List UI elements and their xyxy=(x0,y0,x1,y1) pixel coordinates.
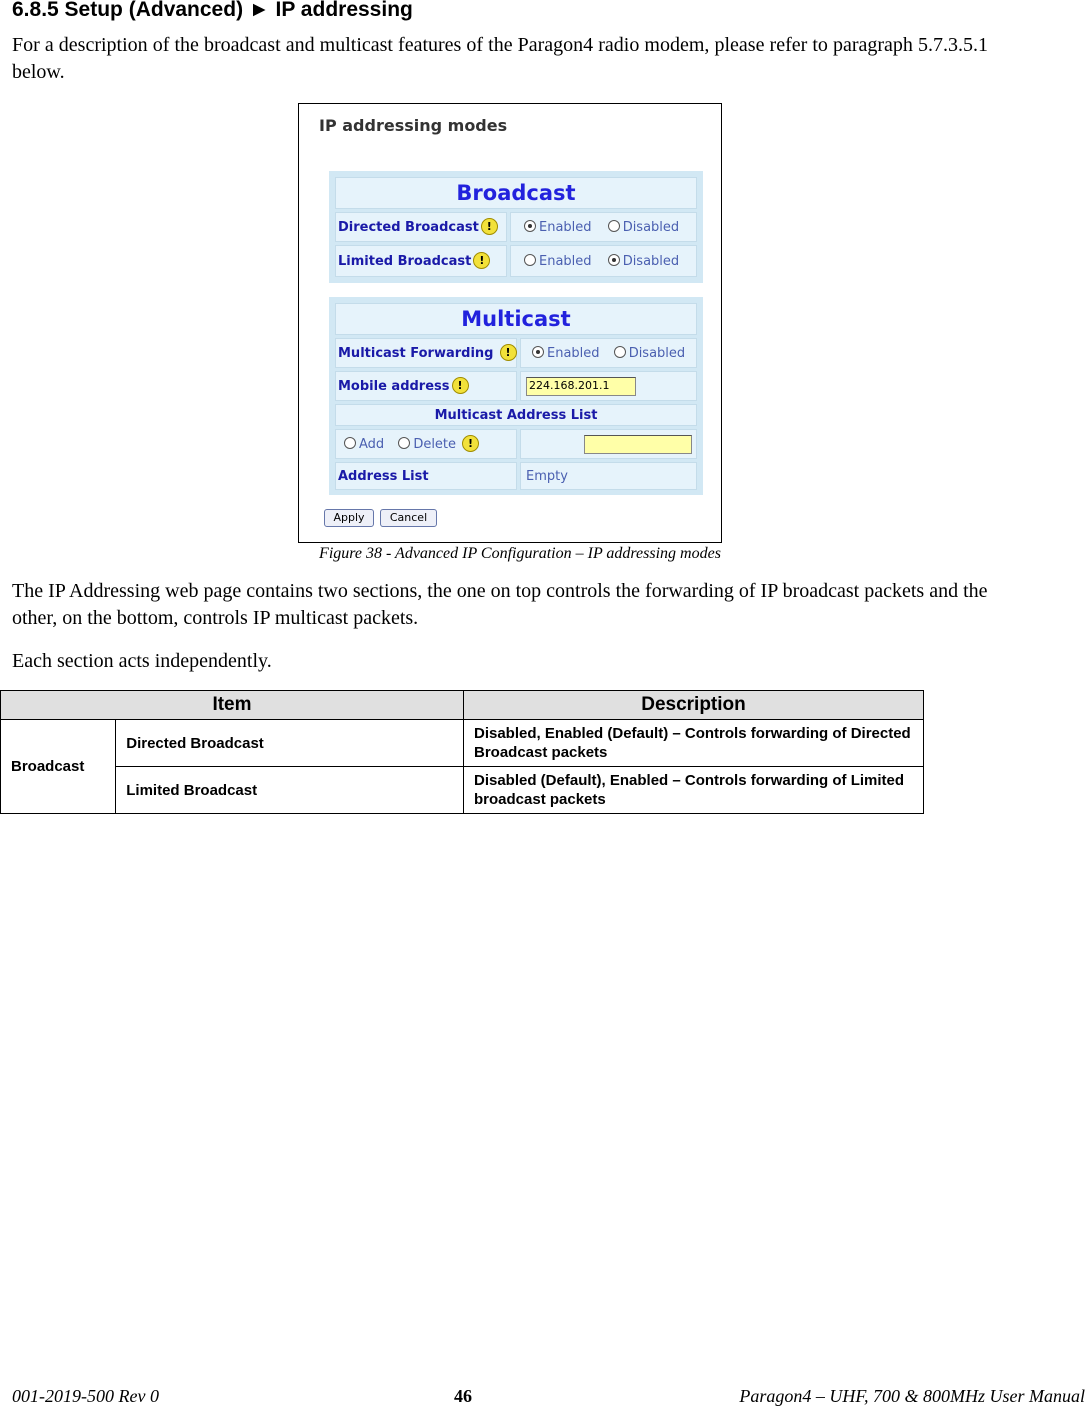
warning-icon[interactable]: ! xyxy=(473,252,490,269)
address-entry-cell xyxy=(520,429,697,459)
directed-broadcast-label: Directed Broadcast ! xyxy=(335,212,507,242)
broadcast-header: Broadcast xyxy=(335,177,697,209)
item-cell: Limited Broadcast xyxy=(116,767,464,814)
description-cell: Disabled (Default), Enabled – Controls forwarding of Limited broadcast packets xyxy=(464,767,924,814)
limited-enabled-radio[interactable]: Enabled xyxy=(524,254,592,269)
footer-manual-title: Paragon4 – UHF, 700 & 800MHz User Manual xyxy=(739,1386,1085,1406)
column-header-item: Item xyxy=(1,691,464,720)
radio-icon xyxy=(614,346,626,358)
warning-icon[interactable]: ! xyxy=(462,435,479,452)
table-header-row xyxy=(1,691,924,720)
description-cell: Disabled, Enabled (Default) – Controls forwarding of Directed Broadcast packets xyxy=(464,720,924,767)
directed-disabled-radio[interactable]: Disabled xyxy=(608,220,679,235)
apply-button[interactable]: Apply xyxy=(324,509,374,527)
warning-icon[interactable]: ! xyxy=(500,344,517,361)
multicast-enabled-radio[interactable]: Enabled xyxy=(532,346,600,361)
radio-icon xyxy=(524,254,536,266)
figure-caption: Figure 38 - Advanced IP Configuration – IP addressing modes xyxy=(319,545,721,562)
multicast-disabled-radio[interactable]: Disabled xyxy=(614,346,685,361)
limited-broadcast-options xyxy=(510,245,697,277)
description-table xyxy=(0,690,924,814)
directed-enabled-radio[interactable]: Enabled xyxy=(524,220,592,235)
mobile-address-label: Mobile address ! xyxy=(335,371,517,401)
table-row xyxy=(1,720,924,767)
ip-addressing-screenshot xyxy=(298,103,722,543)
limited-disabled-radio[interactable]: Disabled xyxy=(608,254,679,269)
section-heading: 6.8.5 Setup (Advanced) ► IP addressing xyxy=(12,0,413,21)
footer-page-number: 46 xyxy=(454,1386,472,1406)
address-list-value: Empty xyxy=(520,462,697,490)
multicast-forwarding-options xyxy=(520,338,697,368)
radio-icon xyxy=(398,437,410,449)
multicast-header: Multicast xyxy=(335,303,697,335)
warning-icon[interactable]: ! xyxy=(452,377,469,394)
add-delete-options xyxy=(335,429,517,459)
intro-paragraph: For a description of the broadcast and multicast features of the Paragon4 radio modem, please refer to paragraph 5.7.3.5.1 below. xyxy=(12,34,988,83)
item-cell: Directed Broadcast xyxy=(116,720,464,767)
radio-selected-icon xyxy=(608,254,620,266)
delete-radio[interactable]: Delete xyxy=(398,437,456,452)
radio-selected-icon xyxy=(524,220,536,232)
address-list-label: Address List xyxy=(335,462,517,490)
broadcast-panel xyxy=(329,171,703,283)
radio-icon xyxy=(344,437,356,449)
limited-broadcast-label: Limited Broadcast ! xyxy=(335,245,507,277)
body-paragraph-1: The IP Addressing web page contains two sections, the one on top controls the forwarding of IP broadcast packets and the other, on the bottom, controls IP multicast packets. xyxy=(12,580,988,629)
multicast-panel xyxy=(329,297,703,495)
figure-title: IP addressing modes xyxy=(319,116,508,135)
column-header-description: Description xyxy=(464,691,924,720)
body-paragraph-2: Each section acts independently. xyxy=(12,650,272,672)
address-entry-input[interactable] xyxy=(584,435,692,454)
warning-icon[interactable]: ! xyxy=(481,218,498,235)
mobile-address-input[interactable]: 224.168.201.1 xyxy=(526,377,636,396)
footer-doc-number: 001-2019-500 Rev 0 xyxy=(12,1386,159,1406)
radio-icon xyxy=(608,220,620,232)
directed-broadcast-options xyxy=(510,212,697,242)
multicast-forwarding-label: Multicast Forwarding ! xyxy=(335,338,517,368)
cancel-button[interactable]: Cancel xyxy=(380,509,437,527)
table-row xyxy=(1,767,924,814)
radio-selected-icon xyxy=(532,346,544,358)
group-cell: Broadcast xyxy=(1,720,116,814)
multicast-address-list-header: Multicast Address List xyxy=(335,404,697,426)
add-radio[interactable]: Add xyxy=(344,437,384,452)
mobile-address-cell xyxy=(520,371,697,401)
